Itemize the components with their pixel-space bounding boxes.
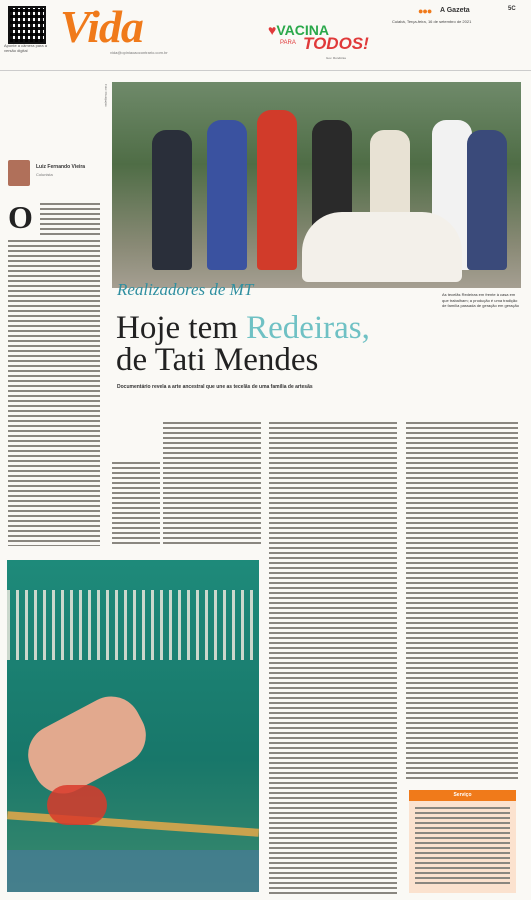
qr-code[interactable] bbox=[8, 6, 46, 44]
headline-part-b: Redeiras, bbox=[246, 310, 370, 346]
qr-caption: Aponte a câmera para a versão digital bbox=[4, 43, 47, 53]
pull-quote bbox=[112, 462, 160, 544]
drop-cap: O bbox=[8, 199, 33, 235]
heart-icon: ♥ bbox=[268, 22, 277, 38]
author-avatar bbox=[8, 160, 30, 186]
hero-photo bbox=[112, 82, 521, 288]
author-name: Luiz Fernando Vieira bbox=[36, 164, 86, 170]
section-tagline: vida@opiniaoaocontrario.com.br bbox=[110, 50, 168, 55]
campaign-suffix: TODOS! bbox=[303, 34, 369, 53]
author-role: Colunista bbox=[36, 172, 53, 177]
weaving-photo bbox=[7, 560, 259, 892]
header-divider bbox=[0, 70, 531, 71]
dateline: Cuiabá, Terça-feira, 16 de setembro de 2021 bbox=[392, 19, 472, 24]
newspaper-name: A Gazeta bbox=[440, 7, 470, 14]
body-column-1 bbox=[8, 240, 100, 546]
campaign-prefix: VACINA bbox=[276, 22, 329, 38]
dots-icon: ●●● bbox=[418, 6, 432, 16]
service-box-title: Serviço bbox=[409, 790, 516, 801]
service-box bbox=[409, 801, 516, 893]
page-number: 5C bbox=[508, 6, 516, 12]
headline-part-a: Hoje tem bbox=[116, 310, 247, 346]
article-deck: Documentário revela a arte ancestral que une as tecelãs de uma família de artesãs bbox=[117, 384, 313, 390]
body-column-4 bbox=[406, 422, 518, 782]
body-column-2 bbox=[163, 422, 261, 546]
service-box-text bbox=[415, 807, 510, 887]
photo-caption: As tecelãs Redeiras em frente à casa em que trabalham; a produção é uma tradição de família passada de geração em geração bbox=[442, 292, 519, 308]
headline-line-2: de Tati Mendes bbox=[116, 342, 319, 378]
campaign-para: PARA bbox=[280, 40, 296, 46]
photo-credit: Foto: Divulgação bbox=[104, 84, 108, 107]
body-column-lead bbox=[40, 203, 100, 237]
section-title: Vida bbox=[60, 1, 143, 52]
campaign-sponsor: Gov. Rondônia bbox=[326, 56, 346, 60]
article-kicker: Realizadores de MT bbox=[117, 280, 254, 299]
body-column-3 bbox=[269, 422, 397, 896]
